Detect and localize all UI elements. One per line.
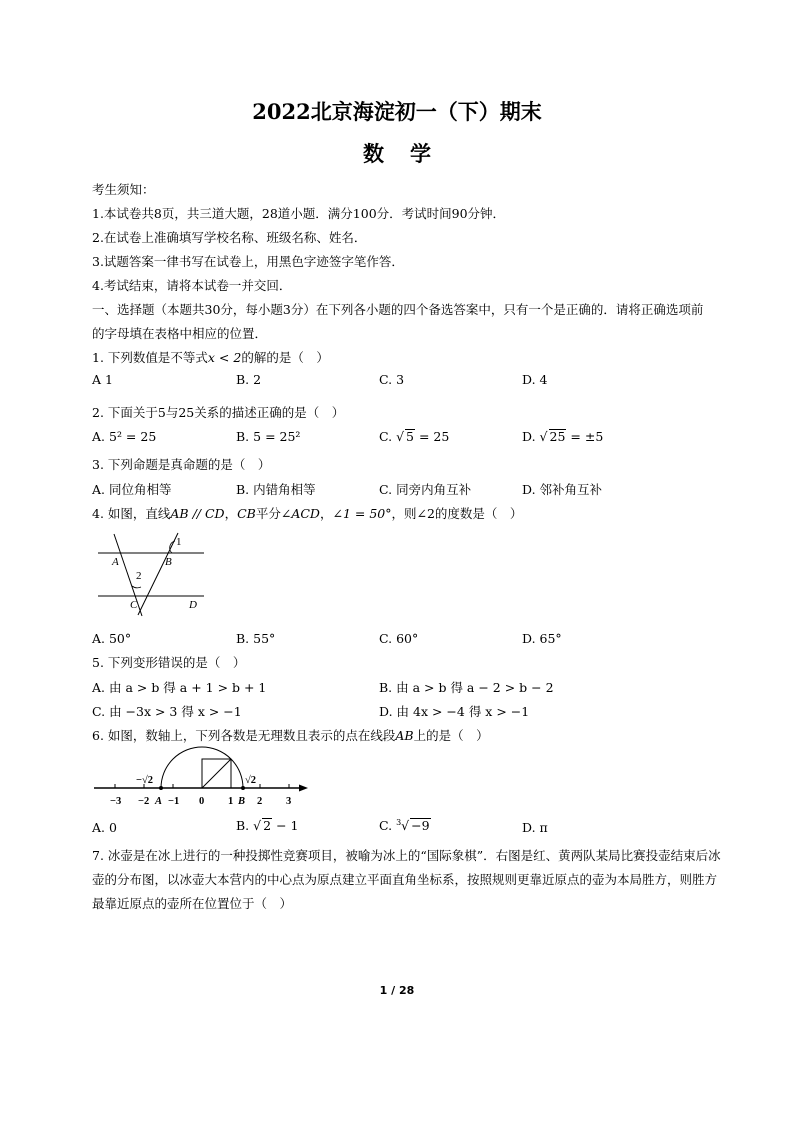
- pos-sqrt2-label: √2: [245, 775, 257, 786]
- tick-label: A: [155, 796, 163, 807]
- tick-label: 0: [199, 796, 205, 807]
- q3-option-b: B. 内错角相等: [236, 482, 316, 497]
- question-7-stem-cont: 壶的分布图，以冰壶大本营内的中心点为原点建立平面直角坐标系，按照规则更靠近原点的壶为本局胜方，则胜方: [92, 872, 718, 887]
- section-instructions: 一、选择题（本题共30分，每小题3分）在下列各小题的四个备选答案中，只有一个是正确的．请将正确选项前: [92, 302, 704, 317]
- notice-item: 3.试题答案一律书写在试卷上，用黑色字迹签字笔作答．: [92, 254, 404, 269]
- tick-label: 1: [228, 796, 234, 807]
- exam-title: 2022北京海淀初一（下）期末: [252, 99, 542, 124]
- q6-option-d: D. π: [522, 820, 548, 835]
- q5-option-c: C. 由 −3x > 3 得 x > −1: [92, 704, 242, 719]
- q6-number-line-figure: [92, 746, 310, 810]
- subject-title: 数学: [363, 141, 457, 166]
- point-c-label: C: [130, 599, 138, 611]
- question-7-stem: 7. 冰壶是在冰上进行的一种投掷性竞赛项目，被喻为冰上的“国际象棋”．右图是红、黄两队某局比赛投壶结束后冰: [92, 848, 721, 863]
- page-number: 1 / 28: [379, 984, 415, 997]
- question-6-stem: 6. 如图，数轴上，下列各数是无理数且表示的点在线段AB上的是（ ）: [92, 728, 489, 743]
- q3-option-d: D. 邻补角互补: [522, 482, 603, 497]
- point-a: [159, 786, 163, 790]
- tick-label: B: [238, 796, 246, 807]
- q1-option-b: B. 2: [236, 372, 262, 387]
- q6-option-a: A. 0: [92, 820, 117, 835]
- point-d-label: D: [189, 599, 197, 611]
- q4-option-b: B. 55°: [236, 631, 276, 646]
- angle-2-label: 2: [136, 570, 142, 582]
- angle-2-arc: [132, 586, 141, 588]
- q1-option-c: C. 3: [379, 372, 405, 387]
- q4-option-a: A. 50°: [92, 631, 132, 646]
- q4-option-c: C. 60°: [379, 631, 419, 646]
- point-a-label: A: [112, 556, 119, 568]
- line-cb: [138, 533, 178, 615]
- q3-option-a: A. 同位角相等: [92, 482, 172, 497]
- question-7-stem-cont: 最靠近原点的壶所在位置位于（ ）: [92, 896, 293, 911]
- neg-sqrt2-label: −√2: [136, 775, 153, 786]
- tick-label: 3: [286, 796, 292, 807]
- point-b: [241, 786, 245, 790]
- tick-label: −2: [138, 796, 150, 807]
- q3-option-c: C. 同旁内角互补: [379, 482, 472, 497]
- point-b-label: B: [165, 556, 172, 568]
- q2-option-a: A. 5² = 25: [92, 429, 157, 444]
- question-3-stem: 3. 下列命题是真命题的是（ ）: [92, 457, 271, 472]
- q2-option-b: B. 5 = 25²: [236, 429, 301, 444]
- notice-item: 2.在试卷上准确填写学校名称、班级名称、姓名．: [92, 230, 367, 245]
- q4-option-d: D. 65°: [522, 631, 562, 646]
- section-instructions-cont: 的字母填在表格中相应的位置．: [92, 326, 268, 341]
- q6-option-b: B. √ 2 − 1: [236, 818, 299, 833]
- angle-1-label: 1: [176, 536, 182, 548]
- notice-item: 1.本试卷共8页，共三道大题，28道小题．满分100分．考试时间90分钟．: [92, 206, 506, 221]
- question-4-stem: 4. 如图，直线AB // CD，CB平分∠ACD，∠1 = 50°，则∠2的度数是（ ）: [92, 506, 523, 521]
- question-5-stem: 5. 下列变形错误的是（ ）: [92, 655, 246, 670]
- question-1-stem: 1. 下列数值是不等式x < 2的解的是（ ）: [92, 350, 329, 365]
- notice-item: 4.考试结束，请将本试卷一并交回．: [92, 278, 292, 293]
- q5-option-b: B. 由 a > b 得 a − 2 > b − 2: [379, 680, 554, 695]
- q1-option-a: A 1: [92, 372, 113, 387]
- q2-option-d: D. √ 25 = ±5: [522, 429, 604, 444]
- tick-label: −3: [110, 796, 122, 807]
- tick-label: 2: [257, 796, 263, 807]
- q1-option-d: D. 4: [522, 372, 548, 387]
- q6-option-c: C. $^3$√ −9: [379, 818, 430, 834]
- q4-parallel-lines-figure: [92, 530, 222, 622]
- q2-option-c: C. √ 5 = 25: [379, 429, 450, 444]
- square-diagonal: [202, 759, 231, 788]
- tick-label: −1: [168, 796, 180, 807]
- angle-1-arc: [170, 541, 175, 553]
- q5-option-d: D. 由 4x > −4 得 x > −1: [379, 704, 530, 719]
- notice-heading: 考生须知：: [92, 182, 155, 197]
- q5-option-a: A. 由 a > b 得 a + 1 > b + 1: [92, 680, 267, 695]
- axis-arrow-icon: [299, 785, 308, 792]
- question-2-stem: 2. 下面关于5与25关系的描述正确的是（ ）: [92, 405, 345, 420]
